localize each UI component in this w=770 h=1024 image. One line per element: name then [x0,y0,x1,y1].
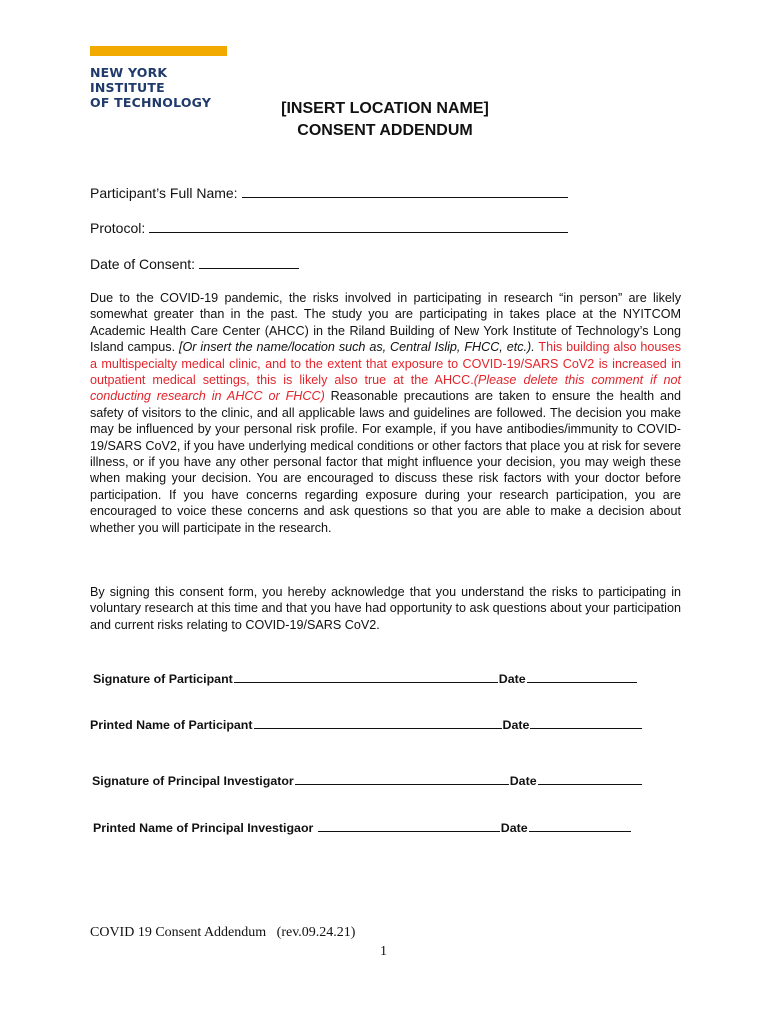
participant-name-label: Participant’s Full Name: [90,185,238,201]
printed-participant-line[interactable] [254,716,502,729]
signature-participant-line[interactable] [234,670,498,683]
signature-participant-label: Signature of Participant [93,672,233,686]
title-line-1: [INSERT LOCATION NAME] [281,100,489,117]
printed-pi-date-line[interactable] [529,819,631,832]
printed-pi-row [93,819,632,835]
signature-participant-row [93,670,638,686]
clinic-warning: This building also houses a multispecialty medical clinic, and to the extent that exposure to COVID-19/SARS CoV2 is increased in outpatient medical settings, this is likely also true at the AHCC. [90,340,682,388]
logo-line-1: NEW YORK INSTITUTE [90,65,168,95]
protocol-field [90,218,568,236]
printed-participant-date-label: Date [502,718,530,732]
risk-text-intro: Due to the COVID-19 pandemic, the risks involved in participating in research “in person” are likely somewhat greater than in the past. The study you are participating in takes place at the NYITCOM Academic Health Care Center (AHCC) in the Riland Building of New York Institute of Technology’s Long Island campus. [90,291,681,355]
signature-pi-line[interactable] [295,772,509,785]
logo-line-2: OF TECHNOLOGY [90,95,212,110]
footer-revision: COVID 19 Consent Addendum (rev.09.24.21) [90,925,356,940]
printed-participant-date-line[interactable] [530,716,642,729]
delete-instruction: (Please delete this comment if not conducting research in AHCC or FHCC) [90,373,682,404]
risk-paragraph [90,290,681,536]
printed-participant-row [90,716,643,732]
logo-accent-bar [90,46,227,56]
printed-pi-label: Printed Name of Principal Investigaor [93,821,314,835]
signature-participant-date-line[interactable] [527,670,637,683]
date-of-consent-label: Date of Consent: [90,256,196,272]
signature-participant-date-label: Date [498,672,526,686]
participant-name-field [90,183,568,201]
acknowledgement-paragraph: By signing this consent form, you hereby acknowledge that you understand the risks to participating in voluntary research at this time and that you have had opportunity to ask questions about your participation and current risks relating to COVID-19/SARS CoV2. [90,585,681,632]
protocol-label: Protocol: [90,220,146,236]
location-instruction: [Or insert the name/location such as, Central Islip, FHCC, etc.). [179,340,535,355]
protocol-line[interactable] [149,218,568,233]
signature-pi-date-line[interactable] [538,772,642,785]
printed-participant-label: Printed Name of Participant [90,718,253,732]
signature-pi-label: Signature of Principal Investigator [92,774,294,788]
date-of-consent-field [90,254,299,272]
risk-text-body: Reasonable precautions are taken to ensure the health and safety of visitors to the clinic, and all applicable laws and guidelines are followed. The decision you make may be influenced by your personal risk profile. For example, if you have antibodies/immunity to COVID-19/SARS CoV2, if you have underlying medical conditions or other factors that place you at risk for severe illness, or if you have any other personal factor that might influence your decision, you may weigh these when making your decision. You are encouraged to discuss these risk factors with your doctor before participation. If you have concerns regarding exposure during your research participation, you are encouraged to voice these concerns and ask questions so that you are able to make a decision about whether you will participate in the research. [90,389,682,535]
signature-pi-row [92,772,643,788]
printed-pi-date-label: Date [500,821,528,835]
document-title [0,98,770,142]
participant-name-line[interactable] [242,183,568,198]
date-of-consent-line[interactable] [199,254,299,269]
page-number: 1 [380,944,387,959]
printed-pi-line[interactable] [318,819,500,832]
title-line-2: CONSENT ADDENDUM [297,122,473,139]
signature-pi-date-label: Date [509,774,537,788]
